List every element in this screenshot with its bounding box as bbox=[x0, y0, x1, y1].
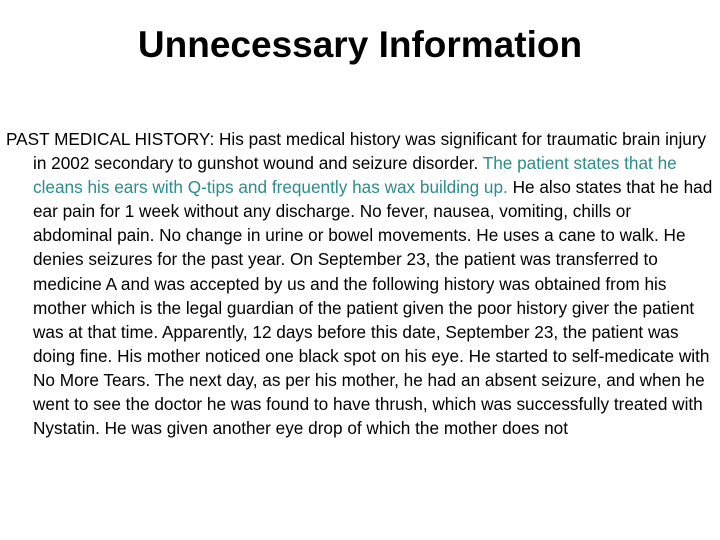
medical-history-paragraph bbox=[6, 127, 714, 440]
highlighted-unnecessary-text: The patient states that he cleans his ears with Q-tips and frequently has wax building up. bbox=[33, 153, 677, 198]
slide-title: Unnecessary Information bbox=[137, 24, 583, 65]
paragraph-lead-text: PAST MEDICAL HISTORY: His past medical history was significant for traumatic brain injury in 2002 secondary to gunshot wound and seizure disorder. bbox=[6, 129, 707, 174]
paragraph-rest-text: He also states that he had ear pain for 1 week without any discharge. No fever, nausea, vomiting, chills or abdominal pain. No change in urine or bowel movements. He uses a cane to walk. He denies seizures for the past year. On September 23, the patient was transferred to medicine A and was accepted by us and the following history was obtained from his mother which is the legal guardian of the patient given the poor history giver the patient was at that time. Apparently, 12 days before this date, September 23, the patient was doing fine. His mother noticed one black spot on his eye. He started to self-medicate with No More Tears. The next day, as per his mother, he had an absent seizure, and when he went to see the doctor he was found to have thrush, which was successfully treated with Nystatin. He was given another eye drop of which the mother does not bbox=[33, 177, 713, 439]
